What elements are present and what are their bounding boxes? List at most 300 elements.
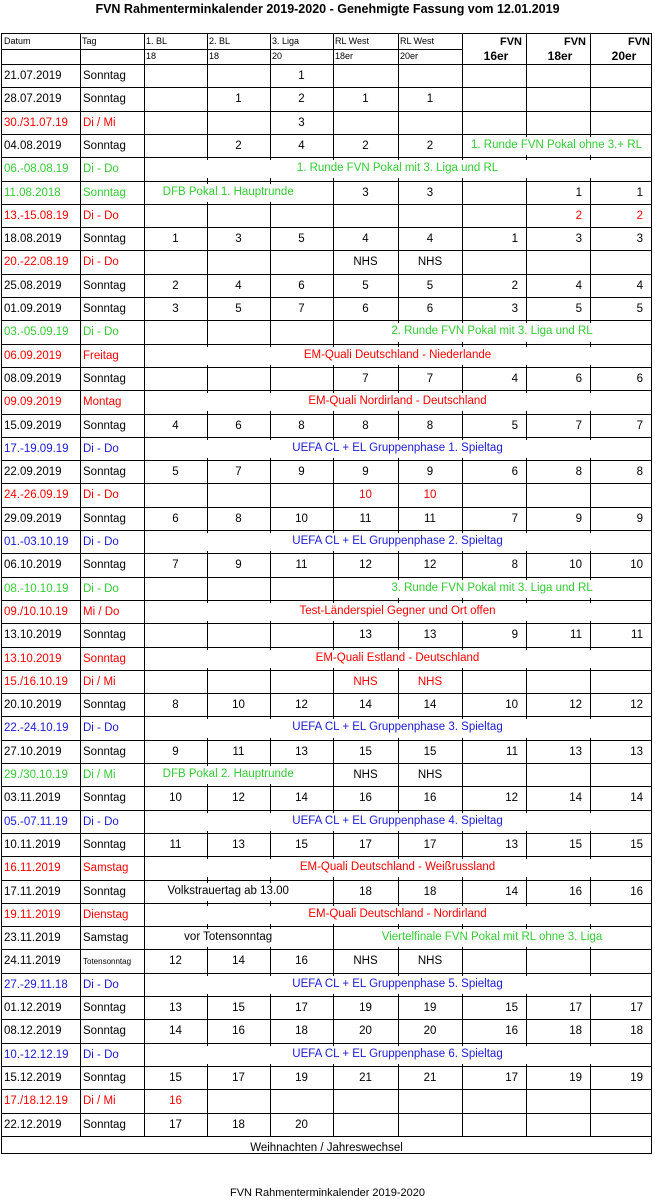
row-divider bbox=[2, 647, 651, 648]
date-cell: 17.11.2019 bbox=[4, 885, 61, 898]
date-cell: 27.-29.11.18 bbox=[4, 978, 68, 991]
value-cell: 3 bbox=[172, 303, 179, 315]
date-cell: 25.08.2019 bbox=[4, 279, 62, 292]
value-cell: 14 bbox=[169, 1025, 182, 1038]
row-divider bbox=[2, 157, 651, 158]
day-cell: Di - Do bbox=[83, 209, 119, 222]
day-cell: Sonntag bbox=[83, 466, 126, 479]
date-cell: 08.09.2019 bbox=[4, 372, 62, 385]
date-cell: 03.11.2019 bbox=[4, 792, 61, 805]
row-divider bbox=[2, 1019, 651, 1020]
date-cell: 22.12.2019 bbox=[4, 1118, 62, 1131]
date-cell: 13.-15.08.19 bbox=[4, 209, 69, 222]
header-label: RL West bbox=[335, 36, 370, 46]
day-cell: Mi / Do bbox=[83, 605, 120, 618]
header-label: FVN bbox=[628, 36, 650, 48]
date-cell: 06.09.2019 bbox=[4, 349, 62, 362]
value-cell: 1 bbox=[172, 233, 179, 246]
value-cell: 5 bbox=[575, 303, 582, 315]
value-cell: 4 bbox=[575, 279, 582, 292]
value-cell: 11 bbox=[232, 745, 245, 758]
value-cell: 11 bbox=[169, 838, 182, 851]
span-note: UEFA CL + EL Gruppenphase 5. Spieltag bbox=[145, 976, 650, 994]
day-cell: Di - Do bbox=[83, 256, 119, 269]
value-cell: 16 bbox=[569, 885, 582, 898]
date-cell: 22.09.2019 bbox=[4, 466, 62, 479]
header-label: FVN bbox=[500, 36, 522, 48]
row-divider bbox=[2, 274, 651, 275]
date-cell: 15.12.2019 bbox=[4, 1071, 62, 1084]
span-note: EM-Quali Deutschland - Nordirland bbox=[145, 906, 650, 924]
day-cell: Samstag bbox=[83, 862, 129, 875]
span-note: UEFA CL + EL Gruppenphase 4. Spieltag bbox=[145, 813, 650, 831]
value-cell: 10 bbox=[505, 699, 518, 712]
value-cell: 15 bbox=[569, 838, 582, 851]
row-divider bbox=[2, 134, 651, 135]
value-cell: 6 bbox=[172, 512, 179, 525]
value-cell: NHS bbox=[353, 769, 378, 781]
row-divider bbox=[2, 810, 651, 811]
value-cell: 7 bbox=[426, 372, 434, 385]
date-cell: 23.11.2019 bbox=[4, 932, 61, 945]
row-divider bbox=[2, 740, 651, 741]
header-label: RL West bbox=[400, 36, 435, 46]
value-cell: 15 bbox=[359, 745, 372, 758]
page-footer: FVN Rahmenterminkalender 2019-2020 bbox=[229, 1187, 426, 1199]
row-divider bbox=[2, 344, 651, 345]
row-divider bbox=[2, 856, 651, 857]
row-divider bbox=[2, 64, 651, 65]
value-cell: 13 bbox=[359, 629, 372, 642]
day-cell: Sonntag bbox=[83, 419, 126, 432]
day-cell: Di - Do bbox=[83, 1048, 119, 1061]
date-cell: 03.-05.09.19 bbox=[4, 326, 69, 339]
header-sub: 18er bbox=[335, 51, 354, 61]
header-label: 1. BL bbox=[146, 36, 168, 46]
value-cell: 20 bbox=[295, 1118, 308, 1131]
date-cell: 13.10.2019 bbox=[4, 652, 62, 665]
value-cell: 13 bbox=[232, 838, 245, 851]
date-cell: 29.09.2019 bbox=[4, 512, 62, 525]
value-cell: 17 bbox=[505, 1071, 518, 1084]
date-cell: 15./16.10.19 bbox=[4, 675, 68, 688]
date-cell: 09./10.10.19 bbox=[4, 605, 68, 618]
span-note: UEFA CL + EL Gruppenphase 3. Spieltag bbox=[145, 719, 650, 737]
value-cell: 6 bbox=[362, 303, 369, 315]
date-cell: 21.07.2019 bbox=[4, 70, 62, 82]
header-label: Datum bbox=[4, 36, 31, 46]
date-cell: 17.-19.09.19 bbox=[4, 442, 69, 455]
row-divider bbox=[2, 577, 651, 578]
day-cell: Di / Mi bbox=[83, 769, 116, 781]
value-cell: 16 bbox=[630, 885, 643, 898]
value-cell: 13 bbox=[569, 745, 582, 758]
value-cell: 17 bbox=[232, 1071, 245, 1084]
row-divider bbox=[2, 880, 651, 881]
value-cell: 12 bbox=[569, 699, 582, 712]
row-divider bbox=[2, 1043, 651, 1044]
row-divider bbox=[2, 483, 651, 484]
value-cell: 6 bbox=[426, 303, 434, 315]
value-cell: 2 bbox=[426, 139, 434, 152]
row-divider bbox=[2, 530, 651, 531]
date-cell: 24.-26.09.19 bbox=[4, 489, 69, 502]
value-cell: 12 bbox=[169, 955, 182, 968]
calendar-table bbox=[1, 33, 652, 1154]
value-cell: 13 bbox=[630, 745, 643, 758]
row-divider bbox=[2, 670, 651, 671]
value-cell: 20 bbox=[423, 1025, 437, 1038]
day-cell: Dienstag bbox=[83, 908, 129, 921]
row-divider bbox=[2, 1066, 651, 1067]
header-sub: 20er bbox=[400, 51, 419, 61]
value-cell: 14 bbox=[359, 699, 372, 712]
value-cell: 16 bbox=[423, 792, 437, 805]
value-cell: 14 bbox=[630, 792, 643, 805]
value-cell: 19 bbox=[359, 1002, 372, 1014]
value-cell: 4 bbox=[172, 419, 179, 432]
value-cell: 12 bbox=[359, 559, 372, 572]
value-cell: 10 bbox=[423, 489, 437, 502]
value-cell: 8 bbox=[511, 559, 518, 572]
value-cell: 9 bbox=[298, 466, 305, 479]
value-cell: 9 bbox=[511, 629, 518, 642]
day-cell: Sonntag bbox=[83, 512, 126, 525]
value-cell: 8 bbox=[636, 466, 643, 479]
date-cell: 18.08.2019 bbox=[4, 233, 62, 246]
header-sub: 20 bbox=[272, 51, 283, 61]
value-cell: 6 bbox=[298, 279, 305, 292]
value-cell: 16 bbox=[169, 1095, 182, 1108]
value-cell: 9 bbox=[172, 745, 179, 758]
value-cell: 17 bbox=[569, 1002, 582, 1014]
day-cell: Di / Mi bbox=[83, 1095, 116, 1108]
value-cell: 2 bbox=[298, 93, 305, 106]
day-cell: Di / Mi bbox=[83, 675, 116, 688]
date-cell: 29./30.10.19 bbox=[4, 769, 68, 781]
date-cell: 19.11.2019 bbox=[4, 908, 61, 921]
date-cell: 15.09.2019 bbox=[4, 419, 62, 432]
span-note: 2. Runde FVN Pokal mit 3. Liga und RL bbox=[334, 323, 650, 341]
header-sub: 18er bbox=[547, 49, 573, 63]
date-cell: 24.11.2019 bbox=[4, 955, 61, 968]
row-divider bbox=[2, 926, 651, 927]
value-cell: 7 bbox=[575, 419, 582, 432]
span-note: EM-Quali Nordirland - Deutschland bbox=[145, 393, 650, 411]
value-cell: 17 bbox=[295, 1002, 308, 1014]
day-cell: Sonntag bbox=[83, 838, 126, 851]
value-cell: NHS bbox=[353, 256, 378, 269]
value-cell: 17 bbox=[359, 838, 372, 851]
value-cell: 9 bbox=[636, 512, 643, 525]
row-divider bbox=[2, 507, 651, 508]
row-divider bbox=[2, 1089, 651, 1090]
value-cell: 8 bbox=[235, 512, 242, 525]
value-cell: 9 bbox=[235, 559, 242, 572]
value-cell: 1 bbox=[298, 70, 305, 82]
value-cell: 10 bbox=[359, 489, 372, 502]
value-cell: NHS bbox=[417, 675, 443, 688]
value-cell: 16 bbox=[295, 955, 308, 968]
value-cell: 4 bbox=[511, 372, 518, 385]
day-cell: Di - Do bbox=[83, 815, 119, 828]
value-cell: 1 bbox=[426, 93, 434, 106]
date-cell: 10.11.2019 bbox=[4, 838, 61, 851]
value-cell: 15 bbox=[295, 838, 308, 851]
span-note: Volkstrauertag ab 13.00 bbox=[145, 883, 311, 901]
value-cell: 4 bbox=[362, 233, 369, 246]
row-divider bbox=[2, 763, 651, 764]
value-cell: 6 bbox=[636, 372, 643, 385]
value-cell: 14 bbox=[423, 699, 437, 712]
value-cell: 16 bbox=[505, 1025, 518, 1038]
value-cell: 15 bbox=[505, 1002, 518, 1014]
value-cell: 13 bbox=[169, 1002, 182, 1014]
day-cell: Sonntag bbox=[83, 279, 126, 292]
day-cell: Sonntag bbox=[83, 1071, 126, 1084]
value-cell: 6 bbox=[235, 419, 242, 432]
value-cell: 3 bbox=[235, 233, 242, 246]
value-cell: 6 bbox=[511, 466, 518, 479]
value-cell: 19 bbox=[295, 1071, 308, 1084]
value-cell: 10 bbox=[295, 512, 308, 525]
value-cell: 19 bbox=[569, 1071, 582, 1084]
header-label: 2. BL bbox=[209, 36, 231, 46]
date-cell: 17./18.12.19 bbox=[4, 1095, 68, 1108]
span-note: UEFA CL + EL Gruppenphase 1. Spieltag bbox=[145, 440, 650, 458]
day-cell: Di / Mi bbox=[83, 116, 116, 129]
date-cell: 06.-08.08.19 bbox=[4, 163, 69, 176]
row-divider bbox=[2, 250, 651, 251]
value-cell: 16 bbox=[232, 1025, 245, 1038]
day-cell: Di - Do bbox=[83, 442, 119, 455]
value-cell: 18 bbox=[569, 1025, 582, 1038]
value-cell: 11 bbox=[570, 629, 582, 642]
value-cell: 21 bbox=[359, 1071, 372, 1084]
row-divider bbox=[2, 87, 651, 88]
value-cell: 7 bbox=[172, 559, 179, 572]
value-cell: 7 bbox=[235, 466, 242, 479]
value-cell: 11 bbox=[506, 745, 518, 758]
value-cell: 10 bbox=[630, 559, 643, 572]
value-cell: 18 bbox=[359, 885, 372, 898]
value-cell: 10 bbox=[569, 559, 582, 572]
value-cell: 5 bbox=[235, 303, 242, 315]
row-divider bbox=[2, 111, 651, 112]
value-cell: NHS bbox=[417, 769, 443, 781]
value-cell: 12 bbox=[630, 699, 643, 712]
value-cell: 8 bbox=[362, 419, 369, 432]
row-divider bbox=[2, 973, 651, 974]
value-cell: 21 bbox=[423, 1071, 437, 1084]
day-cell: Sonntag bbox=[83, 93, 126, 106]
day-cell: Sonntag bbox=[83, 372, 126, 385]
value-cell: 4 bbox=[636, 279, 643, 292]
value-cell: 14 bbox=[232, 955, 245, 968]
value-cell: 18 bbox=[423, 885, 437, 898]
value-cell: 8 bbox=[298, 419, 305, 432]
value-cell: 15 bbox=[169, 1071, 182, 1084]
value-cell: 2 bbox=[172, 279, 179, 292]
value-cell: 14 bbox=[569, 792, 582, 805]
value-cell: 11 bbox=[295, 559, 308, 572]
date-cell: 01.-03.10.19 bbox=[4, 536, 69, 548]
span-note: vor Totensonntag bbox=[145, 929, 311, 947]
header-sub: 18 bbox=[146, 51, 157, 61]
value-cell: 17 bbox=[630, 1002, 643, 1014]
row-divider bbox=[2, 1136, 651, 1137]
day-cell: Sonntag bbox=[83, 559, 126, 572]
value-cell: 19 bbox=[423, 1002, 437, 1014]
value-cell: 15 bbox=[423, 745, 437, 758]
row-divider bbox=[2, 227, 651, 228]
value-cell: 1 bbox=[636, 186, 643, 199]
day-cell: Sonntag bbox=[83, 1002, 126, 1014]
date-cell: 10.-12.12.19 bbox=[4, 1048, 69, 1061]
row-divider bbox=[2, 996, 651, 997]
day-cell: Totensonntag bbox=[83, 957, 132, 967]
date-cell: 01.09.2019 bbox=[4, 303, 62, 315]
day-cell: Sonntag bbox=[83, 699, 126, 712]
day-cell: Sonntag bbox=[83, 233, 126, 246]
day-cell: Freitag bbox=[83, 349, 119, 362]
value-cell: 10 bbox=[232, 699, 245, 712]
row-divider bbox=[2, 437, 651, 438]
day-cell: Di - Do bbox=[83, 326, 119, 339]
value-cell: 9 bbox=[362, 466, 369, 479]
day-cell: Samstag bbox=[83, 932, 129, 945]
value-cell: 4 bbox=[298, 139, 305, 152]
day-cell: Di - Do bbox=[83, 536, 119, 548]
row-divider bbox=[2, 833, 651, 834]
value-cell: 1 bbox=[235, 93, 242, 106]
value-cell: 2 bbox=[235, 139, 242, 152]
value-cell: 3 bbox=[575, 233, 582, 246]
header-label: 3. Liga bbox=[272, 36, 300, 46]
value-cell: 5 bbox=[298, 233, 305, 246]
span-note: 3. Runde FVN Pokal mit 3. Liga und RL bbox=[334, 580, 650, 598]
value-cell: 20 bbox=[359, 1025, 372, 1038]
header-sub: 20er bbox=[611, 49, 637, 63]
value-cell: 8 bbox=[575, 466, 582, 479]
date-cell: 08.12.2019 bbox=[4, 1025, 62, 1038]
date-cell: 08.-10.10.19 bbox=[4, 582, 69, 595]
span-note: Viertelfinale FVN Pokal mit RL ohne 3. Liga bbox=[334, 929, 650, 947]
value-cell: 2 bbox=[575, 209, 582, 222]
day-cell: Sonntag bbox=[83, 139, 126, 152]
value-cell: 13 bbox=[423, 629, 437, 642]
value-cell: 18 bbox=[232, 1118, 245, 1131]
date-cell: 20.-22.08.19 bbox=[4, 256, 69, 269]
day-cell: Sonntag bbox=[83, 1025, 126, 1038]
value-cell: 3 bbox=[362, 186, 369, 199]
value-cell: 4 bbox=[235, 279, 242, 292]
date-cell: 22.-24.10.19 bbox=[4, 722, 69, 735]
value-cell: 12 bbox=[295, 699, 308, 712]
row-divider bbox=[2, 204, 651, 205]
day-cell: Sonntag bbox=[83, 629, 126, 642]
value-cell: 7 bbox=[298, 303, 305, 315]
row-divider bbox=[2, 600, 651, 601]
span-note: EM-Quali Estland - Deutschland bbox=[145, 650, 650, 668]
span-note: UEFA CL + EL Gruppenphase 6. Spieltag bbox=[145, 1046, 650, 1064]
page-title: FVN Rahmenterminkalender 2019-2020 - Genehmigte Fassung vom 12.01.2019 bbox=[95, 2, 560, 16]
value-cell: 2 bbox=[511, 279, 518, 292]
value-cell: NHS bbox=[417, 256, 443, 269]
value-cell: 18 bbox=[630, 1025, 643, 1038]
row-divider bbox=[2, 623, 651, 624]
value-cell: 3 bbox=[298, 116, 305, 129]
value-cell: 13 bbox=[505, 838, 518, 851]
value-cell: 8 bbox=[172, 699, 179, 712]
date-cell: 27.10.2019 bbox=[4, 745, 62, 758]
value-cell: 5 bbox=[172, 466, 179, 479]
value-cell: 6 bbox=[575, 372, 582, 385]
row-divider bbox=[2, 297, 651, 298]
row-divider bbox=[2, 786, 651, 787]
value-cell: 13 bbox=[295, 745, 308, 758]
date-cell: 01.12.2019 bbox=[4, 1002, 62, 1014]
day-cell: Sonntag bbox=[83, 745, 126, 758]
value-cell: 16 bbox=[359, 792, 372, 805]
value-cell: 17 bbox=[169, 1118, 182, 1131]
value-cell: 3 bbox=[511, 303, 518, 315]
span-note: Test-Länderspiel Gegner und Ort offen bbox=[145, 603, 650, 621]
date-cell: 06.10.2019 bbox=[4, 559, 62, 572]
day-cell: Sonntag bbox=[83, 885, 126, 898]
value-cell: 17 bbox=[423, 838, 437, 851]
value-cell: 12 bbox=[232, 792, 245, 805]
row-divider bbox=[2, 414, 651, 415]
row-divider bbox=[2, 903, 651, 904]
day-cell: Di - Do bbox=[83, 582, 119, 595]
value-cell: 1 bbox=[575, 186, 582, 199]
date-cell: 16.11.2019 bbox=[4, 862, 61, 875]
value-cell: 1 bbox=[511, 233, 518, 246]
header-label: FVN bbox=[564, 36, 586, 48]
day-cell: Sonntag bbox=[83, 70, 126, 82]
date-cell: 09.09.2019 bbox=[4, 396, 62, 409]
date-cell: 30./31.07.19 bbox=[4, 116, 68, 129]
row-divider bbox=[2, 460, 651, 461]
header-sub: 18 bbox=[209, 51, 220, 61]
bottom-note: Weihnachten / Jahreswechsel bbox=[250, 1141, 403, 1154]
day-cell: Di - Do bbox=[83, 722, 119, 735]
value-cell: 18 bbox=[295, 1025, 308, 1038]
value-cell: 12 bbox=[423, 559, 437, 572]
value-cell: 10 bbox=[169, 792, 182, 805]
day-cell: Di - Do bbox=[83, 163, 119, 176]
value-cell: 5 bbox=[636, 303, 643, 315]
day-cell: Sonntag bbox=[83, 303, 126, 315]
header-label: Tag bbox=[82, 36, 97, 46]
span-note: DFB Pokal 1. Hauptrunde bbox=[145, 184, 311, 202]
row-divider bbox=[2, 553, 651, 554]
value-cell: 7 bbox=[511, 512, 518, 525]
value-cell: 3 bbox=[636, 233, 643, 246]
span-note: EM-Quali Deutschland - Niederlande bbox=[145, 347, 650, 365]
date-cell: 28.07.2019 bbox=[4, 93, 62, 106]
value-cell: NHS bbox=[353, 955, 378, 968]
day-cell: Di - Do bbox=[83, 978, 119, 991]
value-cell: 15 bbox=[232, 1002, 245, 1014]
value-cell: 2 bbox=[362, 139, 369, 152]
value-cell: 14 bbox=[295, 792, 308, 805]
row-divider bbox=[2, 1113, 651, 1114]
row-divider bbox=[2, 320, 651, 321]
value-cell: 5 bbox=[426, 279, 434, 292]
value-cell: 7 bbox=[362, 372, 369, 385]
